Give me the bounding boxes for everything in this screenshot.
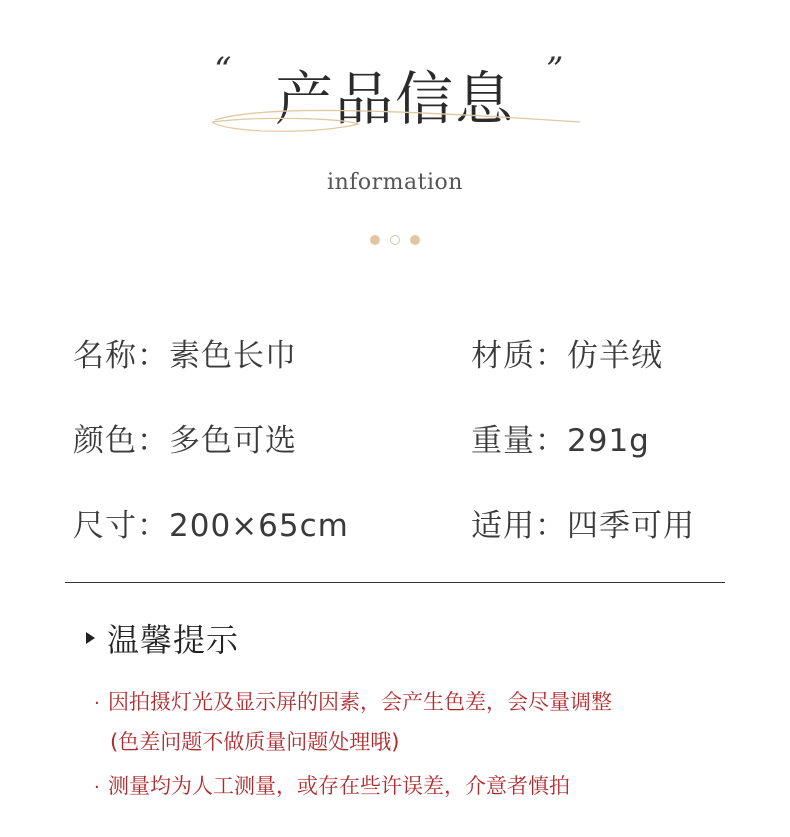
spec-material: [471, 330, 663, 375]
tip-text: 测量均为人工测量，或存在些许误差，介意者慎拍: [108, 774, 570, 798]
tips-heading: [86, 615, 239, 661]
spec-label: 材质: [471, 338, 535, 374]
spec-name: [73, 330, 297, 375]
spec-separator: ：: [137, 423, 169, 459]
spec-value: 291g: [567, 423, 650, 459]
triangle-right-icon: [86, 632, 95, 644]
spec-size: [73, 500, 349, 545]
bullet-icon: ·: [94, 693, 100, 714]
spec-color: [73, 415, 297, 460]
spec-value: 200×65cm: [169, 508, 349, 544]
spec-separator: ：: [137, 338, 169, 374]
spec-label: 尺寸: [73, 508, 137, 544]
page-subtitle: information: [327, 170, 463, 195]
spec-label: 名称: [73, 338, 137, 374]
tip-text: (色差问题不做质量问题处理哦): [110, 730, 400, 754]
spec-separator: ：: [137, 508, 169, 544]
bullet-icon: ·: [94, 777, 100, 798]
title-swoosh-decoration: [200, 100, 600, 140]
spec-value: 仿羊绒: [567, 338, 663, 374]
tip-text: 因拍摄灯光及显示屏的因素，会产生色差，会尽量调整: [108, 690, 612, 714]
spec-season: [471, 500, 695, 545]
spec-separator: ：: [535, 338, 567, 374]
spec-separator: ：: [535, 508, 567, 544]
page-title: 产品信息: [274, 65, 515, 133]
opening-quote-mark: “: [214, 50, 232, 90]
dot-hollow: [390, 235, 400, 245]
spec-value: 四季可用: [567, 508, 695, 544]
dot-filled: [370, 235, 380, 245]
spec-separator: ：: [535, 423, 567, 459]
tips-title: 温馨提示: [107, 621, 240, 659]
dot-filled: [410, 235, 420, 245]
spec-label: 颜色: [73, 423, 137, 459]
spec-value: 多色可选: [169, 423, 297, 459]
tip-line: [94, 770, 570, 800]
closing-quote-mark: ”: [546, 50, 564, 90]
decorative-dots: [0, 235, 790, 245]
tip-line: [94, 686, 612, 716]
section-divider: [65, 582, 725, 583]
spec-label: 适用: [471, 508, 535, 544]
spec-weight: [471, 415, 650, 460]
tip-line: [110, 726, 399, 756]
spec-value: 素色长巾: [169, 338, 297, 374]
spec-label: 重量: [471, 423, 535, 459]
